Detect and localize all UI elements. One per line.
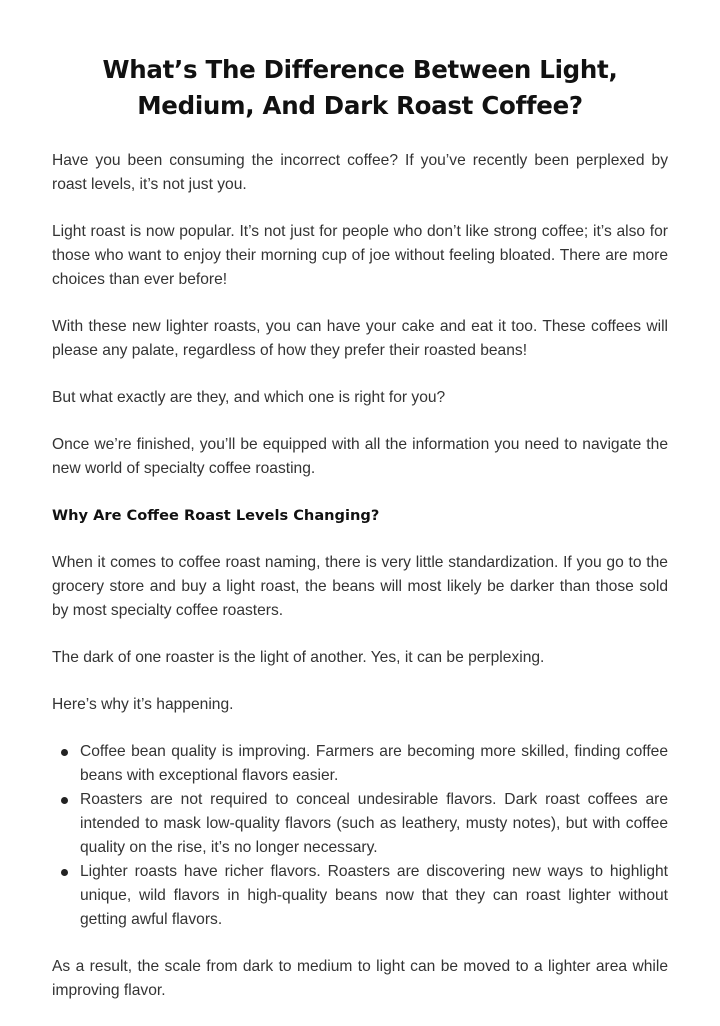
reasons-list bbox=[52, 740, 668, 932]
intro-paragraph-5: Once we’re finished, you’ll be equipped with all the information you need to navigate the new world of specialty coffee roasting. bbox=[52, 436, 668, 477]
section-paragraph-3: Here’s why it’s happening. bbox=[52, 696, 234, 713]
list-item: Lighter roasts have richer flavors. Roasters are discovering new ways to highlight unique, wild flavors in high-quality beans now that they can roast lighter without getting awful flavors. bbox=[52, 860, 668, 932]
section-paragraph-1: When it comes to coffee roast naming, there is very little standardization. If you go to the grocery store and buy a light roast, the beans will most likely be darker than those sold by most specialty coffee roasters. bbox=[52, 554, 668, 619]
document-page bbox=[52, 52, 668, 1026]
intro-paragraph-1: Have you been consuming the incorrect coffee? If you’ve recently been perplexed by roast levels, it’s not just you. bbox=[52, 152, 668, 193]
intro-paragraph-4: But what exactly are they, and which one is right for you? bbox=[52, 389, 446, 406]
list-item: Roasters are not required to conceal undesirable flavors. Dark roast coffees are intended to mask low-quality flavors (such as leathery, musty notes), but with coffee quality on the rise, it’s no longer necessary. bbox=[52, 788, 668, 860]
list-item: Coffee bean quality is improving. Farmers are becoming more skilled, finding coffee beans with exceptional flavors easier. bbox=[52, 740, 668, 788]
section-heading: Why Are Coffee Roast Levels Changing? bbox=[52, 507, 380, 524]
intro-paragraph-2: Light roast is now popular. It’s not just for people who don’t like strong coffee; it’s also for those who want to enjoy their morning cup of joe without feeling bloated. There are more choices than ever before! bbox=[52, 223, 668, 288]
intro-paragraph-3: With these new lighter roasts, you can have your cake and eat it too. These coffees will please any palate, regardless of how they prefer their roasted beans! bbox=[52, 318, 668, 359]
closing-paragraph: As a result, the scale from dark to medium to light can be moved to a lighter area while improving flavor. bbox=[52, 958, 668, 999]
page-title: What’s The Difference Between Light, Medium, And Dark Roast Coffee? bbox=[102, 55, 618, 120]
section-paragraph-2: The dark of one roaster is the light of another. Yes, it can be perplexing. bbox=[52, 649, 545, 666]
